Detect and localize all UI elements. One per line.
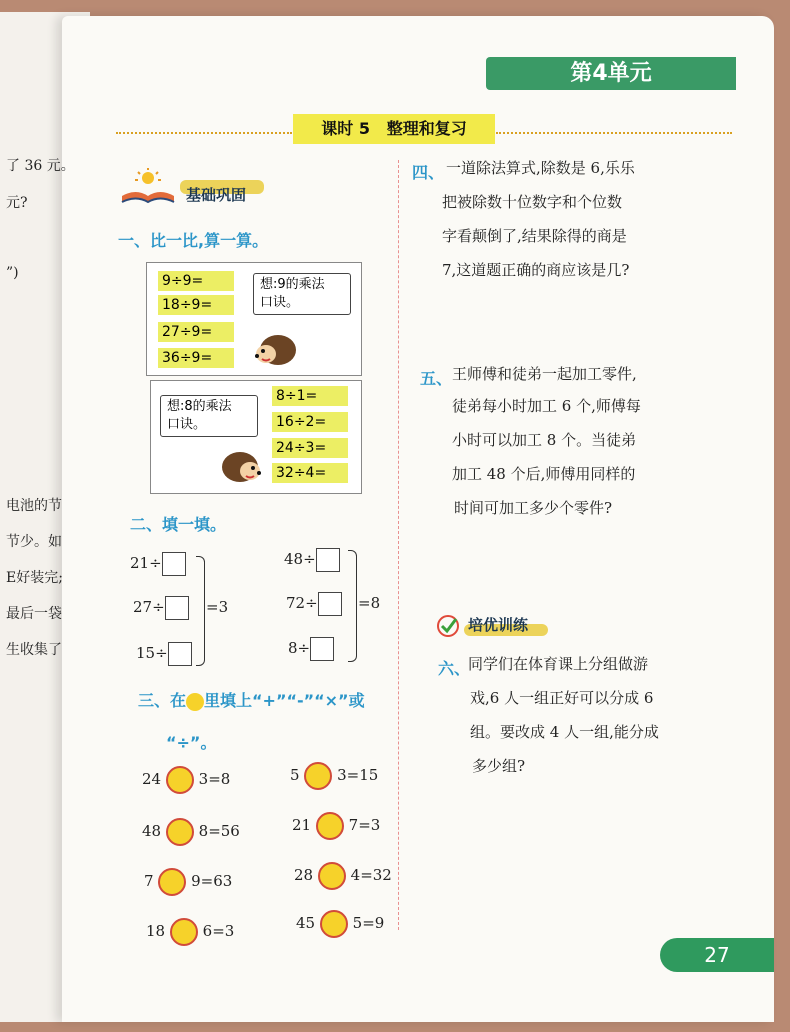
operator-circle[interactable] [166, 766, 194, 794]
operand: 7=3 [348, 816, 381, 834]
q1-expr: 36÷9= [158, 348, 234, 368]
operand: 5 [290, 766, 300, 784]
circle-icon [186, 693, 204, 711]
q2-item [136, 642, 192, 666]
q2-item [133, 596, 189, 620]
left-page-text: 节少。如 [6, 534, 62, 550]
brace [348, 550, 357, 662]
q3-equation [144, 868, 232, 896]
q1-expr: 9÷9= [158, 271, 234, 291]
q3-title-line2: “÷”。 [166, 733, 217, 752]
q1-expr: 24÷3= [272, 438, 348, 458]
left-page-text: E好装完; [6, 570, 63, 586]
operator-circle[interactable] [170, 918, 198, 946]
title-divider [116, 132, 292, 134]
q3-equation [142, 766, 230, 794]
q3-equation [296, 910, 384, 938]
q6-line: 多少组? [472, 757, 526, 775]
q3-title-text: 三、在 [138, 691, 187, 710]
column-divider [398, 160, 399, 930]
q5-line: 小时可以加工 8 个。当徒弟 [452, 431, 637, 449]
answer-box[interactable] [162, 552, 186, 576]
q5-line: 时间可加工多少个零件? [454, 499, 613, 517]
q4-line: 7,这道题正确的商应该是几? [442, 261, 630, 279]
operand: 24 [142, 770, 162, 788]
q1-expr: 8÷1= [272, 386, 348, 406]
operand: 18 [146, 922, 166, 940]
q3-equation [292, 812, 380, 840]
q6-line: 戏,6 人一组正好可以分成 6 [470, 689, 654, 707]
operand: 5=9 [352, 914, 385, 932]
q2-item [288, 637, 334, 661]
q1-expr: 16÷2= [272, 412, 348, 432]
operand: 28 [294, 866, 314, 884]
title-divider [496, 132, 732, 134]
left-page-text: 最后一袋 [6, 606, 62, 622]
q1-title: 一、比一比,算一算。 [118, 231, 269, 250]
q4-label: 四、 [412, 163, 445, 182]
q1-expr: 27÷9= [158, 322, 234, 342]
q3-title [138, 688, 365, 711]
answer-box[interactable] [310, 637, 334, 661]
operand: 21 [292, 816, 312, 834]
q5-line: 徒弟每小时加工 6 个,师傅每 [452, 397, 641, 415]
answer-box[interactable] [316, 548, 340, 572]
hint-bubble [253, 273, 351, 315]
q3-equation [146, 918, 234, 946]
section-advanced-heading: 培优训练 [468, 616, 529, 634]
q2-result: =3 [206, 598, 229, 616]
operator-circle[interactable] [318, 862, 346, 890]
q1-expr: 32÷4= [272, 463, 348, 483]
q6-label: 六、 [438, 659, 471, 678]
lesson-name: 整理和复习 [386, 119, 467, 138]
answer-box[interactable] [168, 642, 192, 666]
q2-dividend: 72÷ [286, 594, 318, 612]
operand: 4=32 [350, 866, 392, 884]
answer-box[interactable] [165, 596, 189, 620]
q2-dividend: 21÷ [130, 554, 162, 572]
q3-equation [142, 818, 240, 846]
lesson-label: 课时 5 [321, 119, 370, 138]
book-lamp-icon [118, 168, 178, 212]
q2-item [284, 548, 340, 572]
hint-text: 想:9的乘法 [260, 277, 325, 292]
operand: 8=56 [198, 822, 240, 840]
q2-title: 二、填一填。 [130, 515, 227, 534]
q2-result: =8 [358, 594, 381, 612]
operand: 45 [296, 914, 316, 932]
operator-circle[interactable] [158, 868, 186, 896]
q6-line: 组。要改成 4 人一组,能分成 [470, 723, 659, 741]
operator-circle[interactable] [304, 762, 332, 790]
operand: 3=8 [198, 770, 231, 788]
q4-line: 把被除数十位数字和个位数 [442, 193, 623, 211]
operand: 7 [144, 872, 154, 890]
hint-text: 口诀。 [167, 417, 207, 432]
q2-dividend: 8÷ [288, 639, 311, 657]
q4-line: 字看颠倒了,结果除得的商是 [442, 227, 627, 245]
hint-text: 想:8的乘法 [167, 399, 232, 414]
left-page-text: 了 36 元。 [6, 158, 75, 174]
operand: 3=15 [337, 766, 379, 784]
left-page-text: 电池的节 [6, 498, 62, 514]
left-page-text: 生收集了 [6, 642, 62, 658]
q5-line: 加工 48 个后,师傅用同样的 [452, 465, 636, 483]
answer-box[interactable] [318, 592, 342, 616]
hint-bubble [160, 395, 258, 437]
unit-banner: 第4单元 [486, 57, 736, 90]
q1-expr: 18÷9= [158, 295, 234, 315]
q3-title-text: 里填上“+”“-”“×”或 [204, 691, 365, 710]
q3-equation [294, 862, 392, 890]
q2-dividend: 15÷ [136, 644, 168, 662]
operand: 48 [142, 822, 162, 840]
operand: 6=3 [202, 922, 235, 940]
q3-equation [290, 762, 378, 790]
q2-dividend: 48÷ [284, 550, 316, 568]
left-page-text: 元? [6, 195, 28, 211]
operator-circle[interactable] [320, 910, 348, 938]
hedgehog-icon [218, 447, 264, 489]
page-number: 27 [660, 938, 774, 972]
operand: 9=63 [191, 872, 233, 890]
q4-line: 一道除法算式,除数是 6,乐乐 [446, 159, 635, 177]
q5-line: 王师傅和徒弟一起加工零件, [452, 365, 637, 383]
q5-label: 五、 [420, 369, 453, 388]
brace [196, 556, 205, 666]
hint-text: 口诀。 [260, 295, 300, 310]
check-icon [436, 614, 460, 642]
section-basic-heading: 基础巩固 [186, 186, 247, 204]
q6-line: 同学们在体育课上分组做游 [468, 655, 649, 673]
operator-circle[interactable] [166, 818, 194, 846]
hedgehog-icon [252, 330, 298, 372]
q2-item [286, 592, 342, 616]
operator-circle[interactable] [316, 812, 344, 840]
q2-item [130, 552, 186, 576]
lesson-title [293, 114, 495, 144]
left-page-text: ”) [6, 265, 19, 281]
q2-dividend: 27÷ [133, 598, 165, 616]
